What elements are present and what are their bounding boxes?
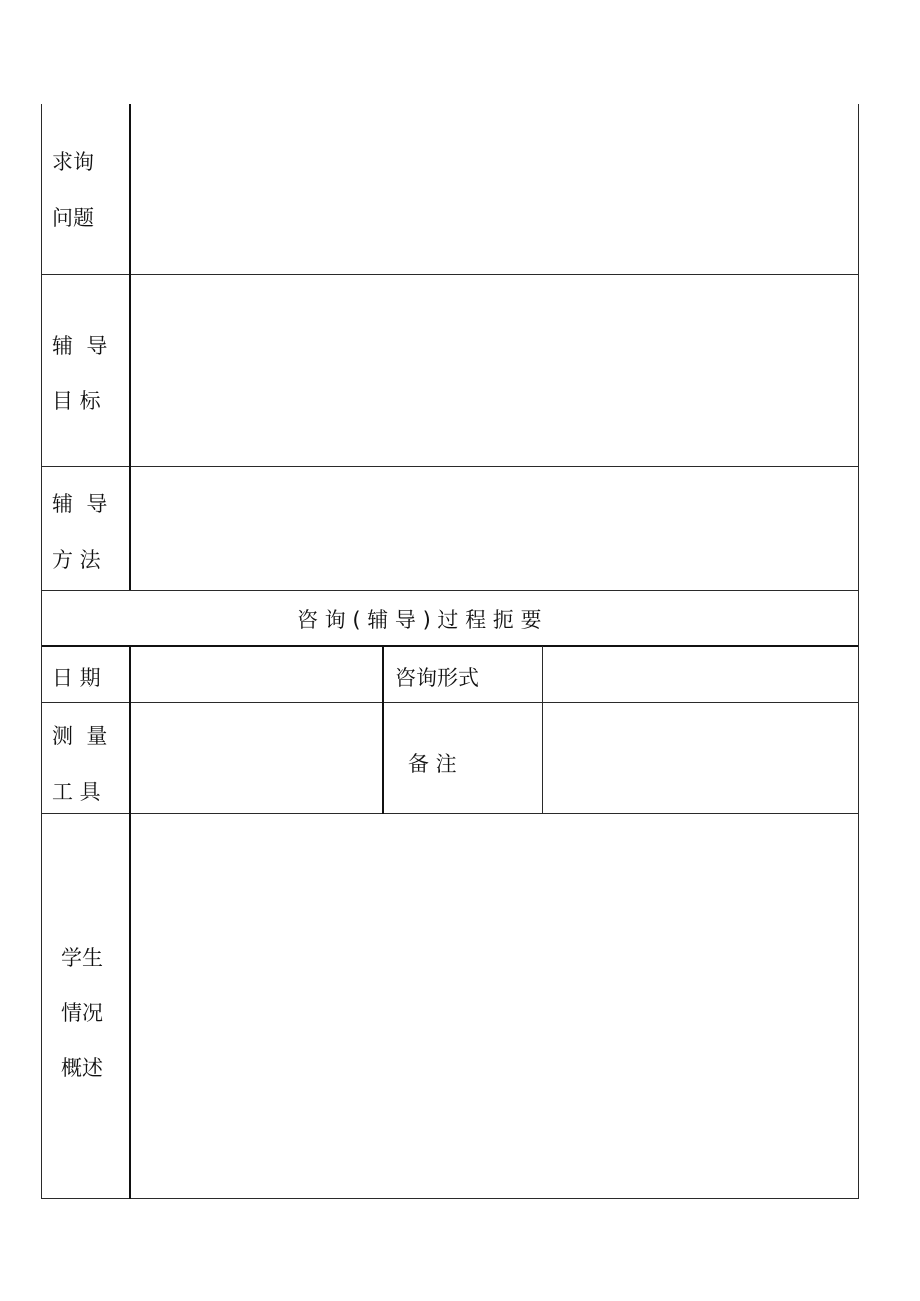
- date-row-mid-divider: [382, 646, 384, 814]
- form-type-field[interactable]: [543, 647, 858, 702]
- process-summary-heading: 咨 询 ( 辅 导 ) 过 程 扼 要: [297, 608, 542, 632]
- inquiry-label-line1: 求询: [52, 150, 94, 174]
- student-overview-field[interactable]: [131, 814, 858, 1198]
- counseling-record-form: [41, 104, 859, 1199]
- form-bottom-border: [41, 1198, 859, 1199]
- tool-label-line1: 测 量: [52, 724, 108, 748]
- method-label-line2: 方 法: [52, 548, 101, 572]
- date-label: 日 期: [52, 666, 101, 690]
- remarks-label: 备 注: [408, 752, 457, 776]
- method-label-line1: 辅 导: [52, 492, 108, 516]
- tool-label-line2: 工 具: [52, 780, 101, 804]
- form-type-label: 咨询形式: [395, 666, 479, 690]
- date-field[interactable]: [131, 647, 382, 702]
- method-answer-field[interactable]: [131, 467, 858, 590]
- student-label-line1: 学生: [61, 946, 103, 970]
- inquiry-answer-field[interactable]: [131, 104, 858, 274]
- remarks-field[interactable]: [543, 703, 858, 813]
- form-right-border: [858, 104, 859, 1199]
- goal-label-line1: 辅 导: [52, 334, 108, 358]
- student-label-line3: 概述: [61, 1056, 103, 1080]
- tool-field[interactable]: [131, 703, 382, 813]
- row-divider-method-heading: [41, 590, 859, 591]
- inquiry-label-line2: 问题: [52, 206, 94, 230]
- goal-answer-field[interactable]: [131, 275, 858, 466]
- form-left-border: [41, 104, 42, 1199]
- goal-label-line2: 目 标: [52, 389, 101, 413]
- student-label-line2: 情况: [61, 1001, 103, 1025]
